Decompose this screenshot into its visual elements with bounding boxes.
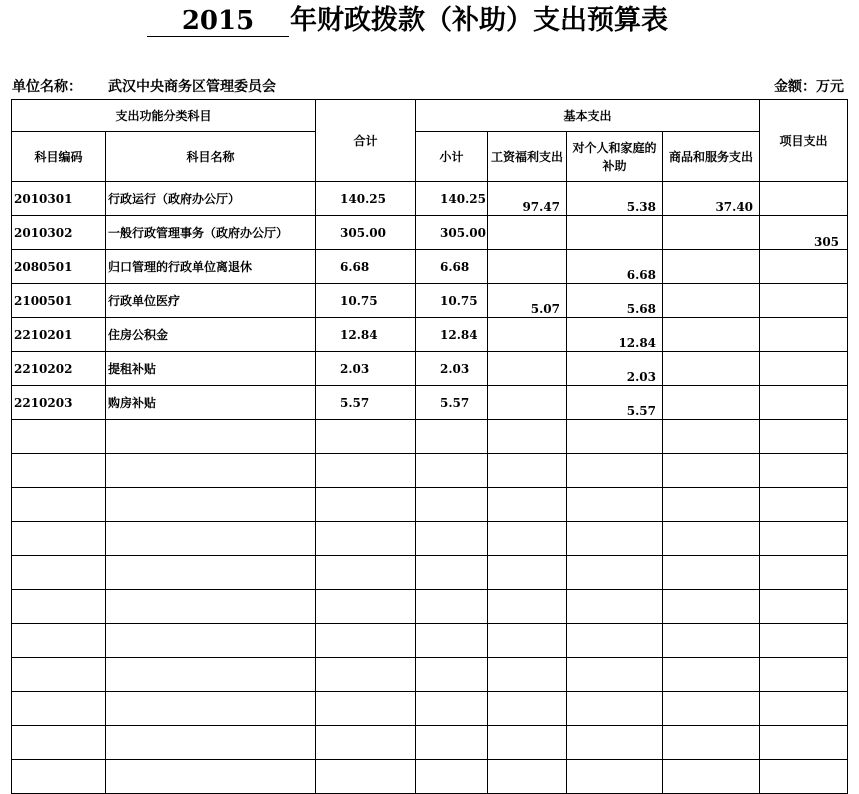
cell-total <box>316 488 416 522</box>
cell-total <box>316 760 416 794</box>
cell-goods <box>663 624 760 658</box>
cell-personal <box>567 658 663 692</box>
cell-subtotal <box>416 658 488 692</box>
cell-wages <box>488 352 567 386</box>
table-row <box>12 522 848 556</box>
title-year: 2015 <box>147 6 289 37</box>
cell-code <box>12 522 106 556</box>
table-row <box>12 216 848 250</box>
cell-subtotal <box>416 726 488 760</box>
document-title <box>0 0 859 50</box>
cell-goods <box>663 692 760 726</box>
title-text: 年财政拨款（补助）支出预算表 <box>290 5 668 36</box>
cell-goods <box>663 352 760 386</box>
amount-unit-label: 金额：万元 <box>774 79 844 95</box>
cell-personal: 5.68 <box>567 284 663 318</box>
table-row <box>12 454 848 488</box>
table-row <box>12 590 848 624</box>
cell-project <box>760 182 848 216</box>
cell-goods <box>663 284 760 318</box>
cell-project <box>760 488 848 522</box>
cell-goods <box>663 556 760 590</box>
table-row <box>12 692 848 726</box>
cell-name: 归口管理的行政单位离退休 <box>106 250 316 284</box>
cell-name: 行政单位医疗 <box>106 284 316 318</box>
cell-goods <box>663 522 760 556</box>
cell-code <box>12 590 106 624</box>
cell-wages <box>488 420 567 454</box>
cell-wages <box>488 658 567 692</box>
header-wages: 工资福利支出 <box>488 132 567 182</box>
cell-goods <box>663 658 760 692</box>
cell-personal <box>567 556 663 590</box>
cell-subtotal <box>416 590 488 624</box>
table-row <box>12 250 848 284</box>
table-row <box>12 420 848 454</box>
cell-total: 5.57 <box>316 386 416 420</box>
cell-project <box>760 318 848 352</box>
cell-wages <box>488 488 567 522</box>
cell-project <box>760 726 848 760</box>
table-row <box>12 658 848 692</box>
cell-subtotal: 12.84 <box>416 318 488 352</box>
cell-wages <box>488 216 567 250</box>
cell-wages <box>488 590 567 624</box>
cell-wages <box>488 692 567 726</box>
cell-wages: 5.07 <box>488 284 567 318</box>
cell-name <box>106 726 316 760</box>
header-category: 支出功能分类科目 <box>12 100 316 132</box>
cell-total <box>316 522 416 556</box>
cell-name <box>106 454 316 488</box>
cell-total: 10.75 <box>316 284 416 318</box>
cell-goods <box>663 488 760 522</box>
cell-project: 305 <box>760 216 848 250</box>
cell-project <box>760 692 848 726</box>
cell-name: 提租补贴 <box>106 352 316 386</box>
cell-name: 住房公积金 <box>106 318 316 352</box>
cell-total: 12.84 <box>316 318 416 352</box>
cell-total <box>316 556 416 590</box>
cell-wages: 97.47 <box>488 182 567 216</box>
cell-name <box>106 488 316 522</box>
cell-code <box>12 420 106 454</box>
cell-total: 140.25 <box>316 182 416 216</box>
cell-goods <box>663 216 760 250</box>
cell-personal <box>567 726 663 760</box>
cell-project <box>760 522 848 556</box>
cell-wages <box>488 454 567 488</box>
cell-code: 2210203 <box>12 386 106 420</box>
header-personal: 对个人和家庭的补助 <box>567 132 663 182</box>
header-subtotal: 小计 <box>416 132 488 182</box>
cell-code <box>12 556 106 590</box>
cell-personal <box>567 624 663 658</box>
cell-total <box>316 658 416 692</box>
cell-personal <box>567 420 663 454</box>
cell-goods <box>663 318 760 352</box>
table-row <box>12 624 848 658</box>
cell-total <box>316 590 416 624</box>
cell-subtotal: 140.25 <box>416 182 488 216</box>
table-body <box>12 182 848 794</box>
cell-total <box>316 624 416 658</box>
cell-name <box>106 522 316 556</box>
cell-goods <box>663 454 760 488</box>
unit-info-row <box>12 76 846 98</box>
cell-personal: 12.84 <box>567 318 663 352</box>
cell-name: 行政运行（政府办公厅） <box>106 182 316 216</box>
table-row <box>12 386 848 420</box>
cell-code <box>12 658 106 692</box>
cell-total: 2.03 <box>316 352 416 386</box>
cell-personal <box>567 216 663 250</box>
cell-name <box>106 658 316 692</box>
header-total: 合计 <box>316 100 416 182</box>
cell-subtotal <box>416 420 488 454</box>
cell-goods <box>663 250 760 284</box>
cell-code <box>12 624 106 658</box>
cell-code: 2210201 <box>12 318 106 352</box>
table-row <box>12 284 848 318</box>
cell-total <box>316 454 416 488</box>
cell-goods <box>663 590 760 624</box>
cell-subtotal <box>416 454 488 488</box>
cell-project <box>760 454 848 488</box>
cell-name <box>106 556 316 590</box>
cell-personal: 2.03 <box>567 352 663 386</box>
header-code: 科目编码 <box>12 132 106 182</box>
cell-goods <box>663 760 760 794</box>
header-name: 科目名称 <box>106 132 316 182</box>
cell-wages <box>488 318 567 352</box>
cell-personal <box>567 488 663 522</box>
cell-wages <box>488 726 567 760</box>
cell-personal: 5.38 <box>567 182 663 216</box>
cell-name: 购房补贴 <box>106 386 316 420</box>
cell-wages <box>488 556 567 590</box>
cell-code <box>12 488 106 522</box>
cell-project <box>760 658 848 692</box>
cell-name <box>106 624 316 658</box>
cell-total <box>316 692 416 726</box>
header-project: 项目支出 <box>760 100 848 182</box>
cell-name <box>106 692 316 726</box>
cell-code <box>12 692 106 726</box>
cell-name <box>106 760 316 794</box>
cell-code: 2010302 <box>12 216 106 250</box>
table-row <box>12 726 848 760</box>
cell-personal: 6.68 <box>567 250 663 284</box>
cell-project <box>760 284 848 318</box>
table-row <box>12 556 848 590</box>
cell-name <box>106 420 316 454</box>
cell-goods <box>663 420 760 454</box>
cell-code: 2010301 <box>12 182 106 216</box>
table-row <box>12 318 848 352</box>
cell-subtotal: 305.00 <box>416 216 488 250</box>
cell-subtotal <box>416 488 488 522</box>
cell-personal <box>567 522 663 556</box>
cell-subtotal <box>416 624 488 658</box>
cell-personal <box>567 760 663 794</box>
cell-project <box>760 352 848 386</box>
table-row <box>12 760 848 794</box>
cell-code <box>12 454 106 488</box>
cell-wages <box>488 386 567 420</box>
cell-wages <box>488 250 567 284</box>
cell-project <box>760 624 848 658</box>
cell-personal: 5.57 <box>567 386 663 420</box>
table-row <box>12 352 848 386</box>
cell-goods: 37.40 <box>663 182 760 216</box>
cell-project <box>760 556 848 590</box>
cell-subtotal: 2.03 <box>416 352 488 386</box>
cell-wages <box>488 624 567 658</box>
cell-personal <box>567 692 663 726</box>
cell-code <box>12 760 106 794</box>
cell-total <box>316 420 416 454</box>
cell-project <box>760 250 848 284</box>
unit-name: 武汉中央商务区管理委员会 <box>108 79 276 95</box>
cell-code: 2210202 <box>12 352 106 386</box>
cell-total: 6.68 <box>316 250 416 284</box>
cell-wages <box>488 522 567 556</box>
table-row <box>12 182 848 216</box>
cell-code: 2100501 <box>12 284 106 318</box>
cell-project <box>760 386 848 420</box>
cell-personal <box>567 454 663 488</box>
cell-personal <box>567 590 663 624</box>
cell-subtotal: 10.75 <box>416 284 488 318</box>
unit-label: 单位名称： <box>12 79 82 95</box>
cell-total <box>316 726 416 760</box>
cell-name: 一般行政管理事务（政府办公厅） <box>106 216 316 250</box>
cell-name <box>106 590 316 624</box>
cell-project <box>760 590 848 624</box>
cell-subtotal <box>416 692 488 726</box>
budget-table <box>11 99 848 794</box>
cell-code: 2080501 <box>12 250 106 284</box>
cell-subtotal: 6.68 <box>416 250 488 284</box>
cell-goods <box>663 726 760 760</box>
cell-goods <box>663 386 760 420</box>
cell-project <box>760 760 848 794</box>
table-row <box>12 488 848 522</box>
cell-project <box>760 420 848 454</box>
cell-subtotal <box>416 760 488 794</box>
cell-subtotal <box>416 522 488 556</box>
cell-wages <box>488 760 567 794</box>
cell-total: 305.00 <box>316 216 416 250</box>
cell-subtotal <box>416 556 488 590</box>
cell-subtotal: 5.57 <box>416 386 488 420</box>
header-basic: 基本支出 <box>416 100 760 132</box>
header-goods: 商品和服务支出 <box>663 132 760 182</box>
cell-code <box>12 726 106 760</box>
